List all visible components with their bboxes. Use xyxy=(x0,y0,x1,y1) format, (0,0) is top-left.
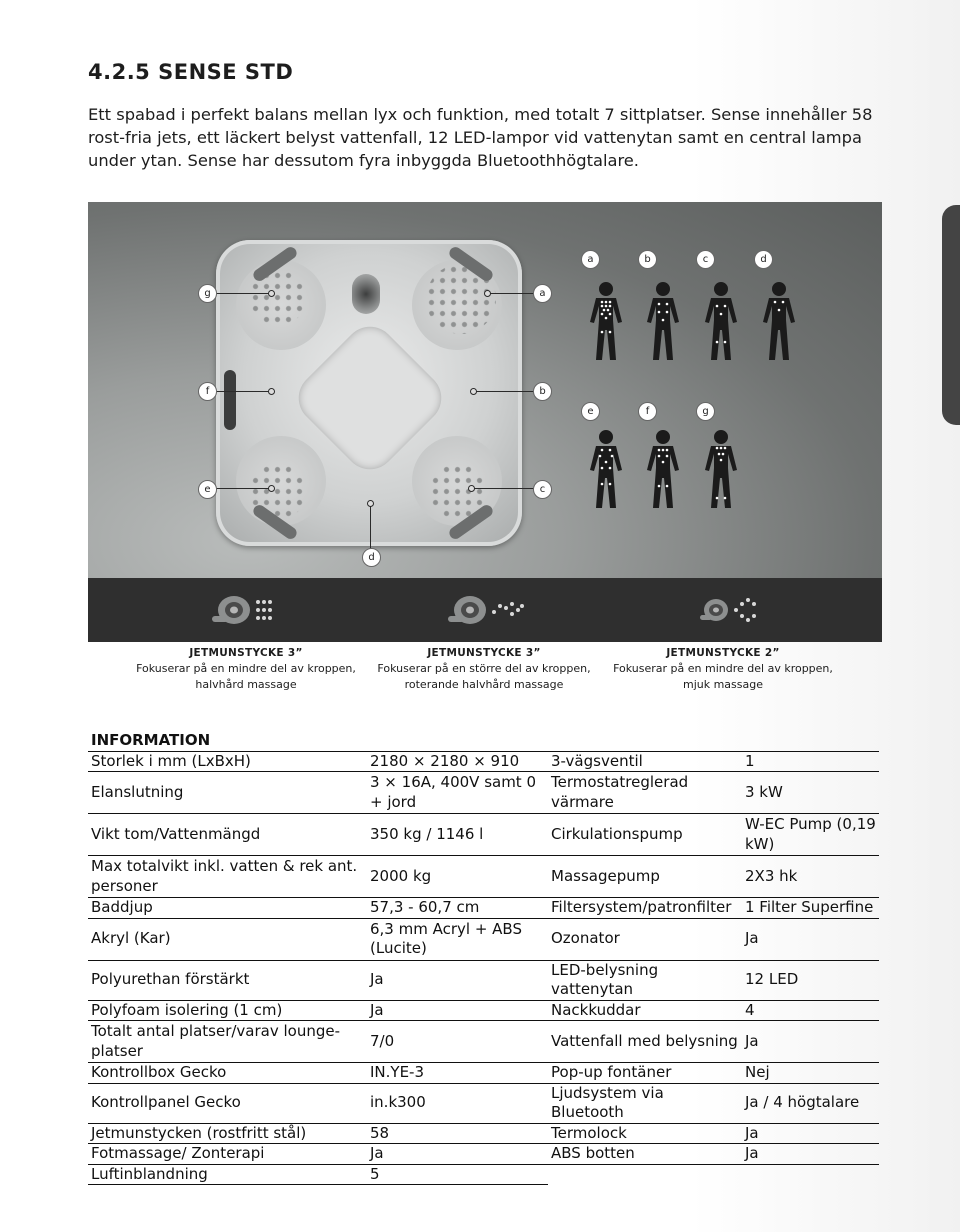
info-value: 4 xyxy=(742,1000,879,1021)
callout-line xyxy=(216,391,270,392)
info-label: Fotmassage/ Zonterapi xyxy=(88,1144,367,1165)
control-panel xyxy=(224,370,236,430)
spa-diagram xyxy=(88,202,882,578)
callout-line xyxy=(474,391,534,392)
jet-caption-line: Fokuserar på en större del av kroppen, xyxy=(377,662,591,675)
section-heading: 4.2.5 SENSE STD xyxy=(88,60,294,84)
callout-line xyxy=(370,504,371,548)
intro-paragraph: Ett spabad i perfekt balans mellan lyx och funktion, med totalt 7 sittplatser. Sense innehåller 58 rost-fria jets, ett läckert belyst vattenfall, 12 LED-lampor vid vattenytan samt en central lampa under ytan. Sense har dessutom fyra inbyggda Bluetoothhögtalare. xyxy=(88,105,873,170)
table-row xyxy=(88,1021,879,1063)
info-label: Filtersystem/patronfilter xyxy=(548,898,742,919)
info-label: Ljudsystem via Bluetooth xyxy=(548,1083,742,1123)
info-value: 58 xyxy=(367,1123,548,1144)
callout-line xyxy=(216,488,270,489)
jet-caption-line: Fokuserar på en mindre del av kroppen, xyxy=(136,662,356,675)
info-label: Termolock xyxy=(548,1123,742,1144)
info-header-row xyxy=(88,731,879,751)
jet-caption-3 xyxy=(603,645,843,693)
jet-caption-line: roterande halvhård massage xyxy=(404,678,564,691)
label-a: a xyxy=(533,284,552,303)
info-label: Elanslutning xyxy=(88,772,367,814)
waterfall xyxy=(352,274,380,314)
info-value: W-EC Pump (0,19 kW) xyxy=(742,814,879,856)
info-label: Kontrollbox Gecko xyxy=(88,1063,367,1084)
label-e: e xyxy=(198,480,217,499)
info-empty xyxy=(742,1164,879,1185)
info-value: Nej xyxy=(742,1063,879,1084)
callout-line xyxy=(216,293,270,294)
info-label: Polyurethan förstärkt xyxy=(88,960,367,1000)
table-row xyxy=(88,772,879,814)
info-table xyxy=(88,731,879,1185)
table-row xyxy=(88,1063,879,1084)
info-value: Ja / 4 högtalare xyxy=(742,1083,879,1123)
info-value: in.k300 xyxy=(367,1083,548,1123)
info-value: 5 xyxy=(367,1164,548,1185)
jet-caption-title: JETMUNSTYCKE 3” xyxy=(189,647,303,659)
jet-2in-icon xyxy=(694,590,764,630)
table-row xyxy=(88,856,879,898)
info-label: Luftinblandning xyxy=(88,1164,367,1185)
table-row xyxy=(88,960,879,1000)
info-value: 7/0 xyxy=(367,1021,548,1063)
table-row xyxy=(88,1123,879,1144)
info-value: 3 × 16A, 400V samt 0 + jord xyxy=(367,772,548,814)
body-figure-d xyxy=(755,280,803,362)
info-value: Ja xyxy=(742,1021,879,1063)
table-row xyxy=(88,1164,879,1185)
info-label: Max totalvikt inkl. vatten & rek ant. personer xyxy=(88,856,367,898)
callout-dot xyxy=(268,388,275,395)
jet-caption-line: halvhård massage xyxy=(195,678,297,691)
table-row xyxy=(88,1083,879,1123)
info-title: INFORMATION xyxy=(88,731,879,751)
info-label: Baddjup xyxy=(88,898,367,919)
jet-caption-line: Fokuserar på en mindre del av kroppen, xyxy=(613,662,833,675)
chapter-tab xyxy=(942,205,960,425)
jet-caption-title: JETMUNSTYCKE 3” xyxy=(427,647,541,659)
figure-label-c: c xyxy=(696,250,715,269)
info-value: Ja xyxy=(742,918,879,960)
jet-caption-1 xyxy=(126,645,366,693)
body-figure-c xyxy=(697,280,745,362)
body-figure-a xyxy=(582,280,630,362)
info-value: Ja xyxy=(367,960,548,1000)
info-value: 2000 kg xyxy=(367,856,548,898)
body-figure-f xyxy=(639,428,687,510)
figure-label-e: e xyxy=(581,402,600,421)
jet-caption-line: mjuk massage xyxy=(682,678,764,691)
info-value: 2X3 hk xyxy=(742,856,879,898)
info-label: 3-vägsventil xyxy=(548,751,742,772)
figure-label-a: a xyxy=(581,250,600,269)
label-g: g xyxy=(198,284,217,303)
info-label: Jetmunstycken (rostfritt stål) xyxy=(88,1123,367,1144)
figure-label-g: g xyxy=(696,402,715,421)
table-row xyxy=(88,1000,879,1021)
callout-line xyxy=(488,293,534,294)
info-label: LED-belysning vattenytan xyxy=(548,960,742,1000)
info-empty xyxy=(548,1164,742,1185)
table-row xyxy=(88,918,879,960)
body-figure-g xyxy=(697,428,745,510)
callout-dot xyxy=(268,485,275,492)
table-row xyxy=(88,814,879,856)
info-label: Ozonator xyxy=(548,918,742,960)
jet-caption-title: JETMUNSTYCKE 2” xyxy=(666,647,780,659)
info-label: Totalt antal platser/varav lounge-platser xyxy=(88,1021,367,1063)
body-figure-e xyxy=(582,428,630,510)
info-label: ABS botten xyxy=(548,1144,742,1165)
info-label: Pop-up fontäner xyxy=(548,1063,742,1084)
info-label: Akryl (Kar) xyxy=(88,918,367,960)
jet-strip xyxy=(88,578,882,642)
label-d: d xyxy=(362,548,381,567)
figure-label-b: b xyxy=(638,250,657,269)
info-value: Ja xyxy=(367,1144,548,1165)
callout-dot xyxy=(484,290,491,297)
info-value: 1 Filter Superfine xyxy=(742,898,879,919)
info-label: Termostatreglerad värmare xyxy=(548,772,742,814)
info-value: 1 xyxy=(742,751,879,772)
callout-dot xyxy=(470,388,477,395)
info-value: Ja xyxy=(742,1144,879,1165)
jet-3in-rotating-icon xyxy=(442,588,532,632)
figure-label-d: d xyxy=(754,250,773,269)
figure-label-f: f xyxy=(638,402,657,421)
info-label: Cirkulationspump xyxy=(548,814,742,856)
info-value: 350 kg / 1146 l xyxy=(367,814,548,856)
info-label: Vattenfall med belysning xyxy=(548,1021,742,1063)
callout-dot xyxy=(468,485,475,492)
jet-caption-2 xyxy=(364,645,604,693)
info-value: 2180 × 2180 × 910 xyxy=(367,751,548,772)
label-c: c xyxy=(533,480,552,499)
info-value: 12 LED xyxy=(742,960,879,1000)
callout-line xyxy=(472,488,534,489)
info-value: 6,3 mm Acryl + ABS (Lucite) xyxy=(367,918,548,960)
info-value: Ja xyxy=(367,1000,548,1021)
callout-dot xyxy=(367,500,374,507)
info-label: Polyfoam isolering (1 cm) xyxy=(88,1000,367,1021)
info-value: Ja xyxy=(742,1123,879,1144)
jet-3in-small-icon xyxy=(206,588,286,632)
info-value: 57,3 - 60,7 cm xyxy=(367,898,548,919)
table-row xyxy=(88,898,879,919)
info-label: Vikt tom/Vattenmängd xyxy=(88,814,367,856)
info-label: Massagepump xyxy=(548,856,742,898)
callout-dot xyxy=(268,290,275,297)
body-figure-b xyxy=(639,280,687,362)
info-value: 3 kW xyxy=(742,772,879,814)
table-row xyxy=(88,751,879,772)
info-value: IN.YE-3 xyxy=(367,1063,548,1084)
info-label: Kontrollpanel Gecko xyxy=(88,1083,367,1123)
table-row xyxy=(88,1144,879,1165)
label-b: b xyxy=(533,382,552,401)
info-label: Nackkuddar xyxy=(548,1000,742,1021)
label-f: f xyxy=(198,382,217,401)
info-label: Storlek i mm (LxBxH) xyxy=(88,751,367,772)
